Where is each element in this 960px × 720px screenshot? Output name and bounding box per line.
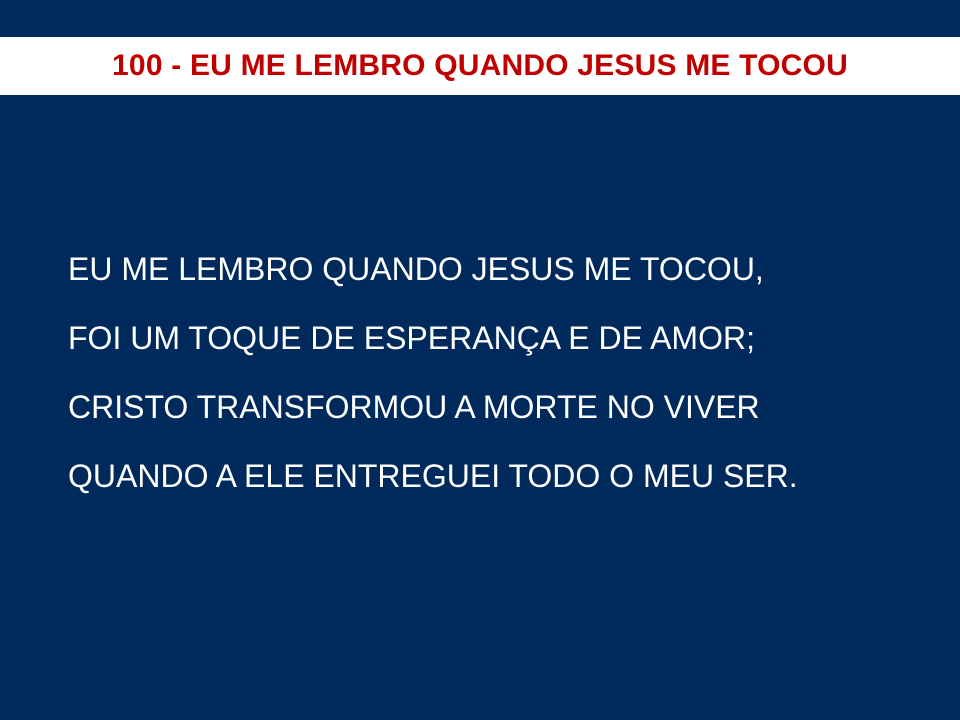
lyrics-block: [68, 245, 938, 521]
lyric-line-4: QUANDO A ELE ENTREGUEI TODO O MEU SER.: [68, 458, 798, 494]
lyric-line-2: FOI UM TOQUE DE ESPERANÇA E DE AMOR;: [68, 320, 755, 356]
title-band: [0, 37, 960, 95]
lyric-line-3: CRISTO TRANSFORMOU A MORTE NO VIVER: [68, 389, 760, 425]
song-title: 100 - EU ME LEMBRO QUANDO JESUS ME TOCOU: [112, 49, 848, 82]
lyric-line-1: EU ME LEMBRO QUANDO JESUS ME TOCOU,: [68, 251, 764, 287]
